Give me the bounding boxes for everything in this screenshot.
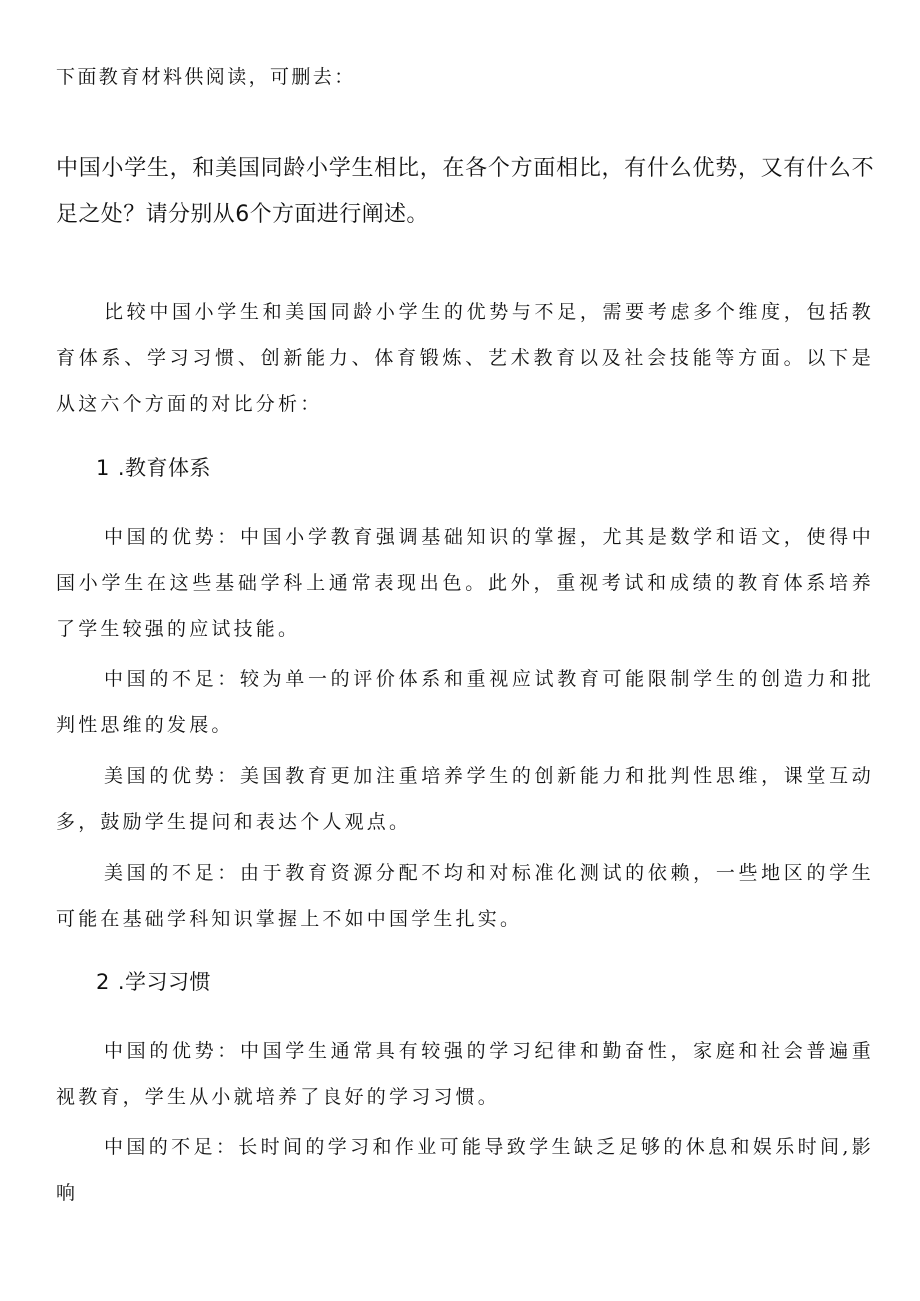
paragraph-2-1: 中国的优势：中国学生通常具有较强的学习纪律和勤奋性，家庭和社会普遍重视教育，学生从小就培养了良好的学习习惯。: [56, 1040, 874, 1108]
section-heading-1: [96, 452, 211, 484]
note-text: 下面教育材料供阅读，可删去：: [56, 66, 356, 88]
paragraph-2-2: 中国的不足：长时间的学习和作业可能导致学生缺乏足够的休息和娱乐时间,影响: [56, 1136, 874, 1204]
paragraph-1-1: 中国的优势：中国小学教育强调基础知识的掌握，尤其是数学和语文，使得中国小学生在这些基础学科上通常表现出色。此外，重视考试和成绩的教育体系培养了学生较强的应试技能。: [56, 526, 874, 640]
paragraph-1-2: 中国的不足：较为单一的评价体系和重视应试教育可能限制学生的创造力和批判性思维的发展。: [56, 668, 874, 736]
section-heading-2: [96, 966, 211, 998]
section-title: .教育体系: [117, 456, 212, 480]
section-number: 2: [96, 970, 110, 994]
paragraph-1-4: 美国的不足：由于教育资源分配不均和对标准化测试的依赖，一些地区的学生可能在基础学科知识掌握上不如中国学生扎实。: [56, 862, 874, 930]
question-text: 中国小学生，和美国同龄小学生相比，在各个方面相比，有什么优势，又有什么不足之处？请分别从6个方面进行阐述。: [56, 156, 874, 227]
paragraph-1-3: 美国的优势：美国教育更加注重培养学生的创新能力和批判性思维，课堂互动多，鼓励学生提问和表达个人观点。: [56, 765, 874, 833]
intro-paragraph: 比较中国小学生和美国同龄小学生的优势与不足，需要考虑多个维度，包括教育体系、学习习惯、创新能力、体育锻炼、艺术教育以及社会技能等方面。以下是从这六个方面的对比分析：: [56, 301, 874, 415]
section-number: 1: [96, 456, 110, 480]
section-title: .学习习惯: [117, 970, 212, 994]
